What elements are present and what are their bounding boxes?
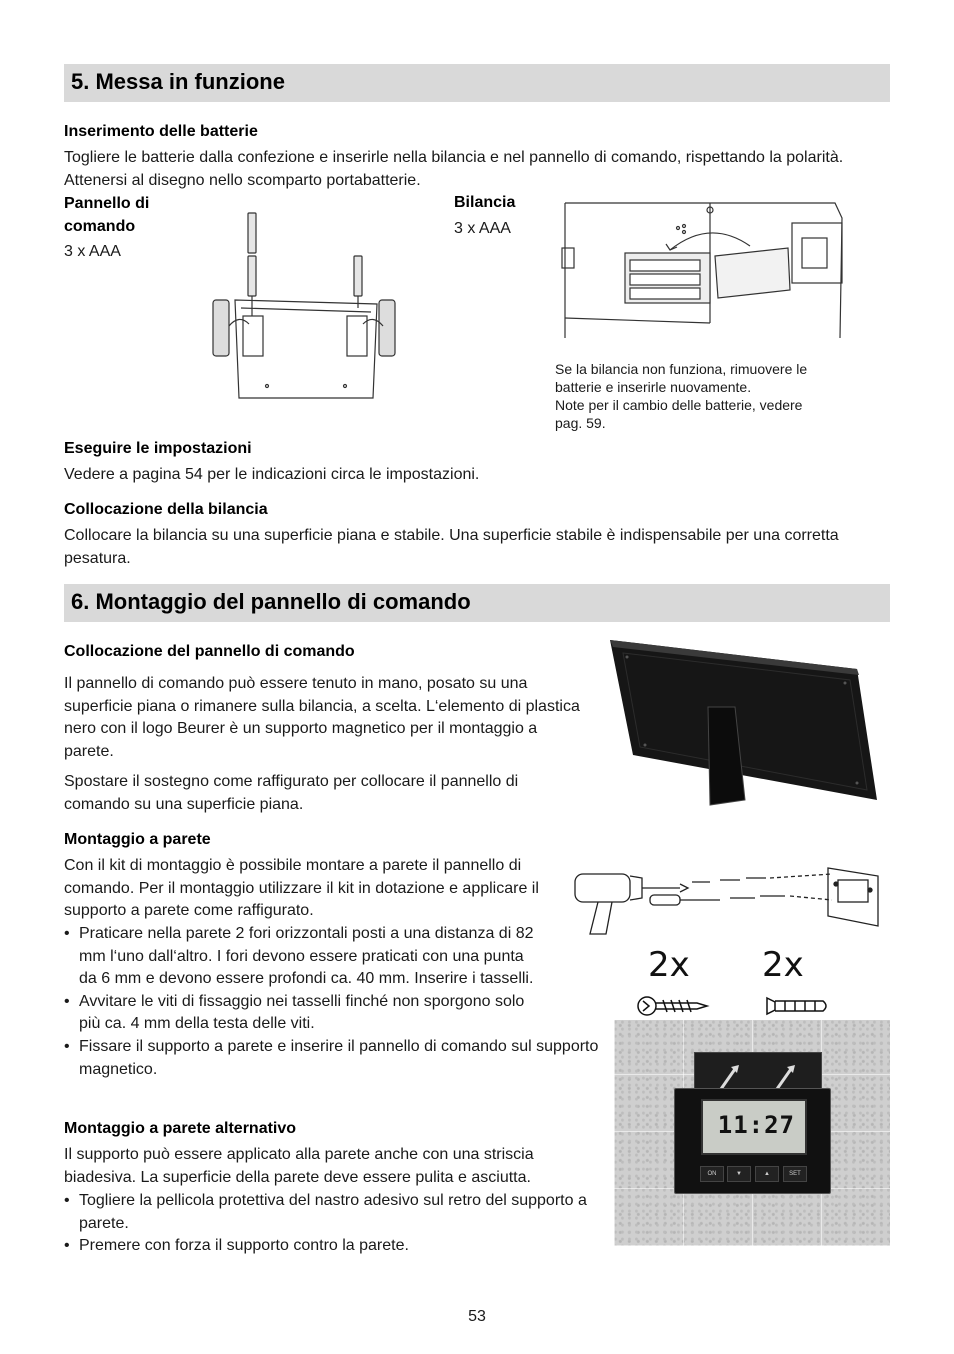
section-5-header — [64, 64, 890, 102]
wall-mount-body: Con il kit di montaggio è possibile montare a parete il pannello di comando. Per il montaggio utilizzare il kit in dotazione e applicare il supporto a parete come raffigurato. — [64, 857, 539, 920]
standing-panel-illustration — [605, 635, 885, 810]
settings-body: Vedere a pagina 54 per le indicazioni circa le impostazioni. — [64, 466, 480, 483]
battery-caption: Se la bilancia non funziona, rimuovere le batterie e inserirle nuovamente. Note per il cambio delle batterie, vedere pag. 59. — [555, 361, 808, 431]
section-6-title: 6. Montaggio del pannello di comando — [71, 589, 471, 614]
control-panel — [674, 1088, 831, 1194]
panel-placement-heading: Collocazione del pannello di comando — [64, 643, 355, 660]
page-number: 53 — [468, 1308, 486, 1325]
alt-mount-steps — [64, 1190, 594, 1258]
panel-placement-para2: Spostare il sostegno come raffigurato per collocare il pannello di comando su una superficie piana. — [64, 773, 519, 813]
wall-mount-heading: Montaggio a parete — [64, 831, 211, 848]
placement-body: Collocare la bilancia su una superficie piana e stabile. Una superficie stabile è indispensabile per una corretta pesatura. — [64, 527, 839, 567]
panel-buttons — [675, 1166, 830, 1180]
placement-heading: Collocazione della bilancia — [64, 501, 268, 518]
screw-count: 2x — [648, 945, 690, 985]
scale-battery-label: Bilancia — [454, 194, 516, 211]
up-button[interactable]: ▲ — [755, 1166, 779, 1182]
scale-battery-illustration — [560, 198, 855, 343]
wall-mount-step: • Fissare il supporto a parete e inserire il pannello di comando sul supporto magnetico. — [64, 1036, 599, 1081]
batteries-heading: Inserimento delle batterie — [64, 123, 258, 140]
settings-heading: Eseguire le impostazioni — [64, 440, 252, 457]
screws-dowels-illustration — [635, 992, 835, 1020]
batteries-body: Togliere le batterie dalla confezione e inserirle nella bilancia e nel pannello di comando, rispettando la polarità. Attenersi al disegno nello scomparto portabatterie. — [64, 149, 844, 189]
wall-mount-step: • Avvitare le viti di fissaggio nei tasselli finché non sporgono solo più ca. 4 mm della testa delle viti. — [64, 991, 539, 1036]
section-5-title: 5. Messa in funzione — [71, 69, 285, 94]
on-button[interactable]: ON — [700, 1166, 724, 1182]
panel-battery-illustration — [205, 208, 405, 408]
alt-mount-step: • Togliere la pellicola protettiva del nastro adesivo sul retro del supporto a parete. — [64, 1190, 594, 1235]
down-button[interactable]: ▼ — [727, 1166, 751, 1182]
alt-mount-step: • Premere con forza il supporto contro la parete. — [64, 1235, 594, 1258]
lcd-display — [701, 1099, 807, 1155]
scale-battery-qty: 3 x AAA — [454, 220, 511, 237]
dowel-count: 2x — [762, 945, 804, 985]
drill-illustration — [570, 862, 890, 942]
panel-battery-qty: 3 x AAA — [64, 243, 121, 260]
wall-mount-steps — [64, 923, 599, 1081]
panel-placement-para1: Il pannello di comando può essere tenuto in mano, posato su una superficie piana o rimanere sulla bilancia, a scelta. L‘elemento di plastica nero con il logo Beurer è un supporto magnetico per il montaggio a parete. — [64, 675, 580, 760]
alt-mount-body: Il supporto può essere applicato alla parete anche con una striscia biadesiva. La superficie della parete deve essere pulita e asciutta. — [64, 1146, 534, 1186]
wall-mount-step: • Praticare nella parete 2 fori orizzontali posti a una distanza di 82 mm l‘uno dall‘altro. I fori devono essere praticati con una punta da 6 mm e devono essere profondi ca. 40 mm. Inserire i tasselli. — [64, 923, 539, 991]
lcd-time: 11:27 — [717, 1111, 795, 1139]
wall-mounted-photo — [614, 1020, 890, 1246]
panel-battery-label: Pannello di comando — [64, 195, 150, 235]
section-6-header — [64, 584, 890, 622]
alt-mount-heading: Montaggio a parete alternativo — [64, 1120, 297, 1137]
set-button[interactable]: SET — [783, 1166, 807, 1182]
